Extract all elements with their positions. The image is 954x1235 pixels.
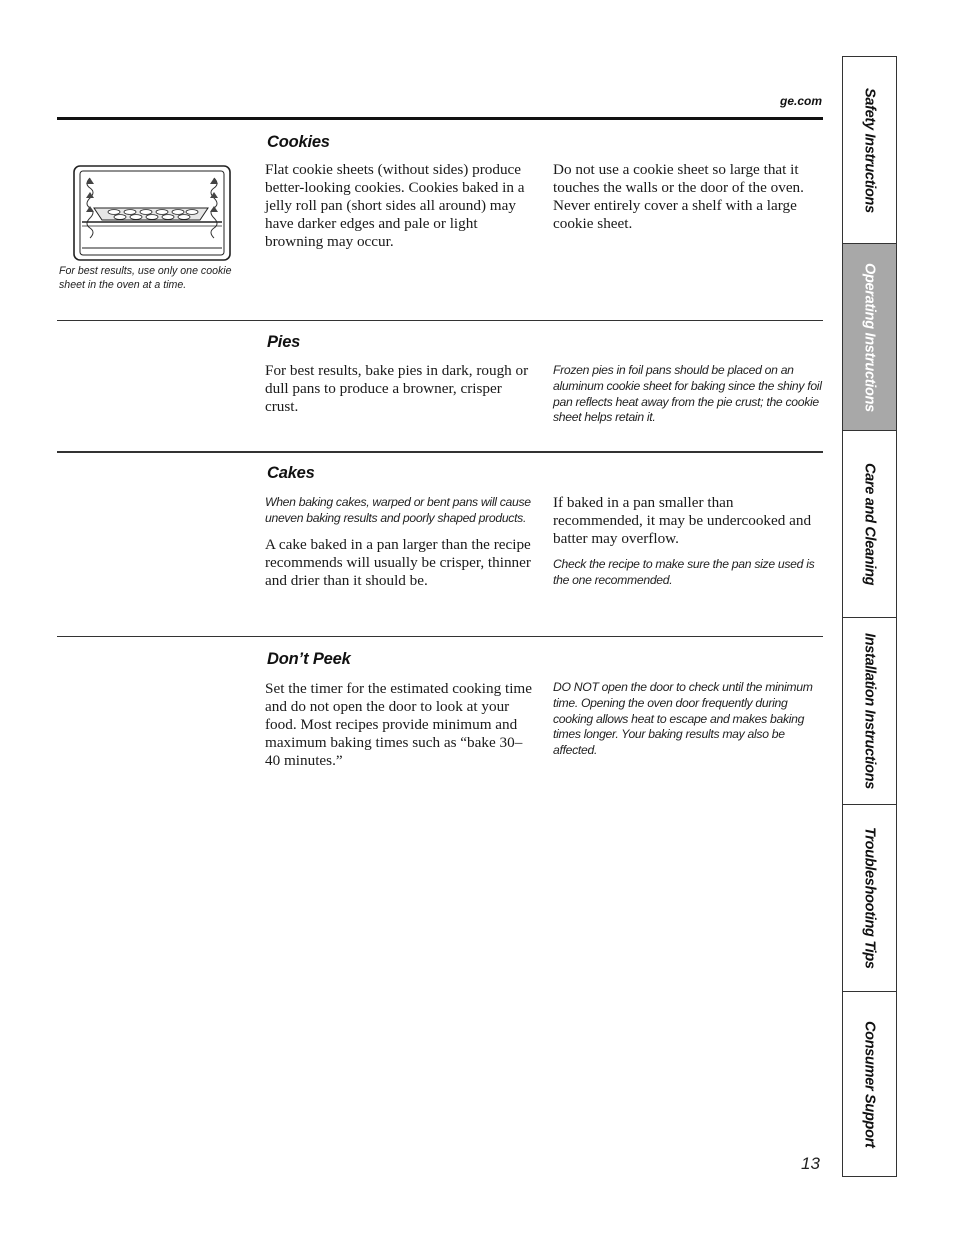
tab-label: Care and Cleaning [861,462,878,586]
tab-installation-instructions[interactable] [843,618,896,805]
divider-pies [57,320,823,321]
tab-label: Installation Instructions [861,632,878,790]
cakes-left-note: When baking cakes, warped or bent pans will cause uneven baking results and poorly shaped products. [265,495,531,525]
cakes-heading: Cakes [267,464,315,482]
cookies-right-paragraph: Do not use a cookie sheet so large that it touches the walls or the door of the oven. Never entirely cover a shelf with a large cookie sheet. [553,161,804,232]
cookies-right-text [553,161,823,242]
pies-left-paragraph: For best results, bake pies in dark, rough or dull pans to produce a browner, crisper crust. [265,362,529,415]
cookies-caption: For best results, use only one cookie sheet in the oven at a time. [59,265,232,291]
dont-peek-left-text [265,680,537,779]
pies-left-text [265,362,537,425]
cakes-right-text [553,494,823,598]
header-rule [57,117,823,120]
site-url: ge.com [779,94,822,108]
cookies-heading: Cookies [267,133,330,151]
dont-peek-left-paragraph: Set the timer for the estimated cooking time and do not open the door to look at your food. Most recipes provide minimum and maximum baking times such as “bake 30–40 minutes.” [265,680,532,769]
cakes-left-text [265,495,537,599]
cookies-left-text [265,161,537,260]
tab-troubleshooting-tips[interactable] [843,805,896,992]
dont-peek-right-note: DO NOT open the door to check until the minimum time. Opening the oven door frequently during cooking allows heat to escape and makes baking times longer. Your baking results may also be affected. [553,680,813,758]
tab-operating-instructions[interactable] [843,244,896,431]
pies-right-text [553,363,823,435]
pies-heading: Pies [267,333,301,351]
tab-consumer-support[interactable] [843,992,896,1176]
tab-safety-instructions[interactable] [843,57,896,244]
tab-label: Troubleshooting Tips [861,827,878,969]
tab-label: Operating Instructions [861,262,878,412]
dont-peek-right-text [553,680,823,768]
divider-cakes [57,451,823,453]
tab-label: Safety Instructions [861,87,878,213]
section-tabs [842,56,897,1177]
tab-label: Consumer Support [861,1020,878,1148]
cakes-right-paragraph: If baked in a pan smaller than recommended, it may be undercooked and batter may overflow. [553,494,812,547]
cakes-left-paragraph: A cake baked in a pan larger than the recipe recommends will usually be crisper, thinner and drier than it should be. [265,535,531,589]
cookies-left-paragraph: Flat cookie sheets (without sides) produce better-looking cookies. Cookies baked in a jelly roll pan (short sides all around) may have darker edges and pale or light browning may occur. [265,161,525,250]
cakes-right-note: Check the recipe to make sure the pan size used is the one recommended. [553,557,815,587]
pies-right-note: Frozen pies in foil pans should be placed on an aluminum cookie sheet for baking since the shiny foil pan reflects heat away from the pie crust; the cookie sheet helps retain it. [553,363,822,425]
dont-peek-heading: Don’t Peek [267,650,351,668]
page-number: 13 [801,1154,820,1173]
tab-care-and-cleaning[interactable] [843,431,896,618]
divider-dont-peek [57,636,823,637]
oven-cookie-sheet-illustration [72,164,232,262]
